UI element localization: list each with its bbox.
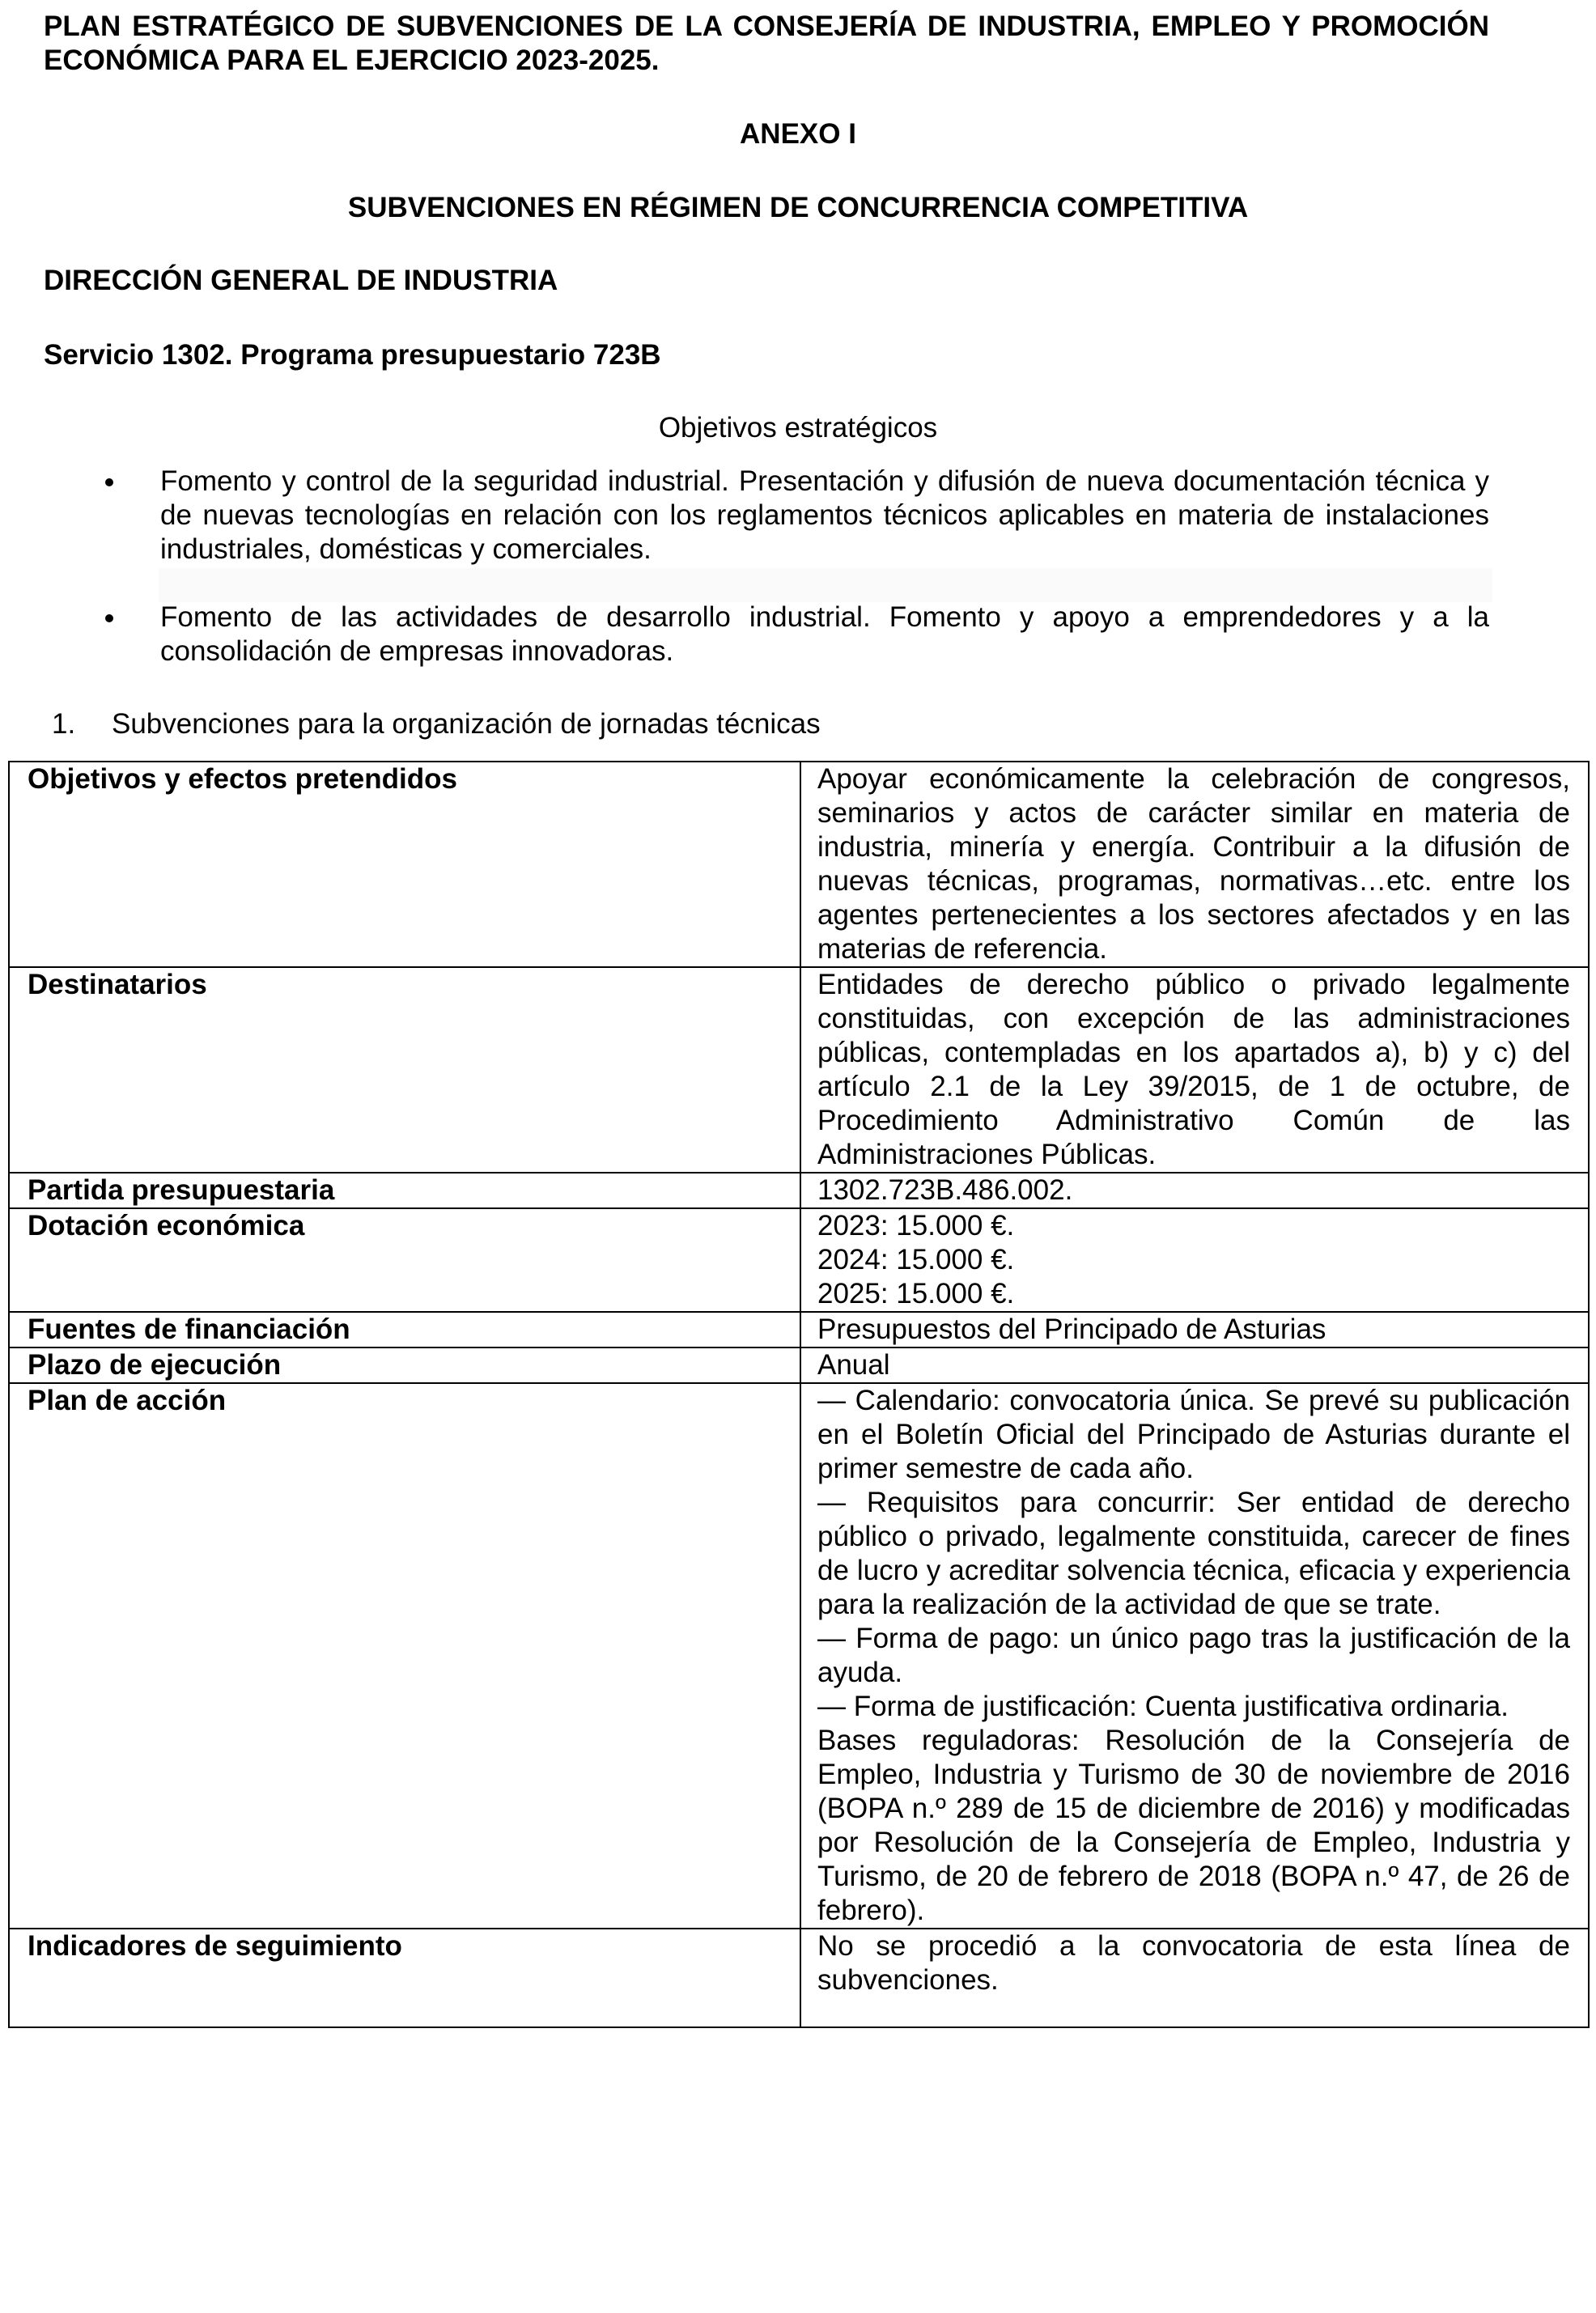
document-title: PLAN ESTRATÉGICO DE SUBVENCIONES DE LA CONSEJERÍA DE INDUSTRIA, EMPLEO Y PROMOCIÓN ECONÓMICA PARA EL EJERCICIO 2023-2025. [44,11,1489,76]
row-value [800,1929,1589,2027]
row-label: Dotación económica [9,1208,800,1312]
table-row [9,1312,1589,1347]
action-plan-paragraph: — Forma de pago: un único pago tras la justificación de la ayuda. [817,1623,1570,1688]
bullet-icon [105,478,113,486]
bullet-icon [105,614,113,622]
table-row [9,1383,1589,1929]
action-plan-paragraph: — Calendario: convocatoria única. Se prevé su publicación en el Boletín Oficial del Principado de Asturias durante el primer semestre de cada año. [817,1385,1570,1484]
regime-heading: SUBVENCIONES EN RÉGIMEN DE CONCURRENCIA COMPETITIVA [347,192,1249,223]
row-value [800,1312,1589,1347]
row-label: Plazo de ejecución [9,1347,800,1383]
row-label: Indicadores de seguimiento [9,1929,800,2027]
action-plan-paragraph: — Forma de justificación: Cuenta justificativa ordinaria. [817,1691,1509,1722]
objective-item [160,601,1489,668]
value-text: No se procedió a la convocatoria de esta línea de subvenciones. [817,1930,1570,1996]
section-number: 1. [52,708,76,740]
value-text: 1302.723B.486.002. [817,1174,1073,1206]
table-row [9,762,1589,967]
objective-item [160,465,1489,567]
row-label: Destinatarios [9,967,800,1173]
service-heading: Servicio 1302. Programa presupuestario 723B [44,339,661,371]
row-label: Partida presupuestaria [9,1173,800,1208]
table-row [9,1208,1589,1312]
section-title: Subvenciones para la organización de jornadas técnicas [112,708,821,740]
action-plan-paragraph: Bases reguladoras: Resolución de la Consejería de Empleo, Industria y Turismo de 30 de noviembre de 2016 (BOPA n.º 289 de 15 de diciembre de 2016) y modificadas por Resolución de la Consejería de Empleo, Industria y Turismo, de 20 de febrero de 2018 (BOPA n.º 47, de 26 de febrero). [817,1725,1570,1926]
value-text: Presupuestos del Principado de Asturias [817,1314,1326,1345]
row-label: Objetivos y efectos pretendidos [9,762,800,967]
table-row [9,1929,1589,2027]
value-text: Apoyar económicamente la celebración de congresos, seminarios y actos de carácter similar en materia de industria, minería y energía. Contribuir a la difusión de nuevas técnicas, programas, normativas…etc. entre los agentes pertenecientes a los sectores afectados y en las materias de referencia. [817,763,1570,965]
directorate-heading: DIRECCIÓN GENERAL DE INDUSTRIA [44,265,558,296]
objectives-heading: Objetivos estratégicos [658,412,938,444]
action-plan-paragraph: — Requisitos para concurrir: Ser entidad de derecho público o privado, legalmente constituida, carecer de fines de lucro y acreditar solvencia técnica, eficacia y experiencia para la realización de la actividad de que se trate. [817,1487,1570,1620]
row-value [800,1208,1589,1312]
objective-text: Fomento de las actividades de desarrollo industrial. Fomento y apoyo a emprendedores y a la consolidación de empresas innovadoras. [160,601,1489,667]
row-label: Fuentes de financiación [9,1312,800,1347]
section-heading [52,707,821,741]
table-row [9,1347,1589,1383]
annex-heading: ANEXO I [740,118,856,150]
row-label: Plan de acción [9,1383,800,1929]
table-row [9,1173,1589,1208]
row-value [800,967,1589,1173]
row-value [800,762,1589,967]
table-row [9,967,1589,1173]
budget-line: 2024: 15.000 €. [817,1244,1015,1275]
grant-info-table [8,761,1590,2028]
objective-text: Fomento y control de la seguridad industrial. Presentación y difusión de nueva documentación técnica y de nuevas tecnologías en relación con los reglamentos técnicos aplicables en materia de instalaciones industriales, domésticas y comerciales. [160,465,1489,565]
value-text: Anual [817,1349,890,1381]
budget-line: 2023: 15.000 €. [817,1210,1015,1241]
value-text: Entidades de derecho público o privado legalmente constituidas, con excepción de las administraciones públicas, contempladas en los apartados a), b) y c) del artículo 2.1 de la Ley 39/2015, de 1 de octubre, de Procedimiento Administrativo Común de las Administraciones Públicas. [817,969,1570,1170]
row-value [800,1383,1589,1929]
row-value [800,1173,1589,1208]
objectives-list [0,465,1596,668]
row-value [800,1347,1589,1383]
budget-line: 2025: 15.000 €. [817,1278,1015,1309]
